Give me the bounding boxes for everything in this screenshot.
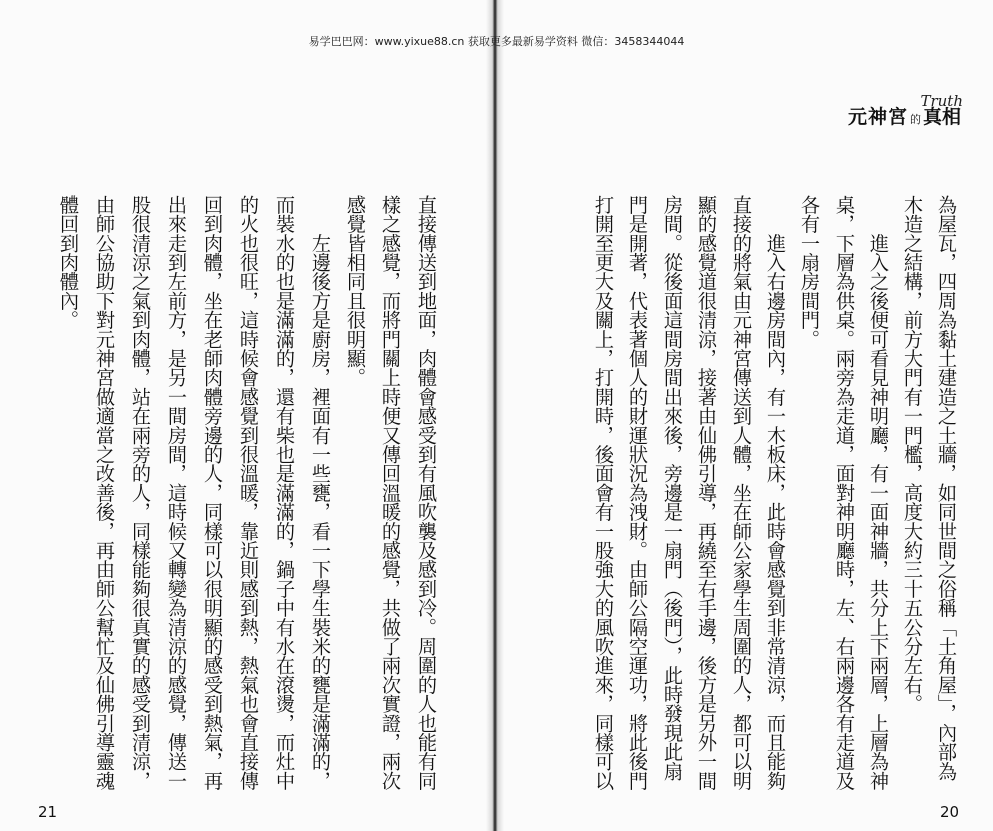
text-column: 出來走到左前方，是另一間房間，這時候又轉變為清涼的感覺，傳送一 xyxy=(165,195,188,791)
text-column: 由師公協助下對元神宮做適當之改善後，再由師公幫忙及仙佛引導靈魂 xyxy=(93,195,116,791)
text-column: 桌，下層為供桌。兩旁為走道，面對神明廳時，左、右兩邊各有走道及 xyxy=(833,195,856,791)
text-column: 進入之後便可看見神明廳，有一面神牆，共分上下兩層，上層為神 xyxy=(867,195,890,791)
running-header xyxy=(848,102,961,129)
header-english-title: Truth xyxy=(920,92,963,110)
text-column: 而裝水的也是滿滿的，還有柴也是滿滿的，鍋子中有水在滾燙，而灶中 xyxy=(273,195,296,791)
watermark-text: 易学巴巴网：www.yixue88.cn 获取更多最新易学资料 微信：3458344044 xyxy=(308,35,685,48)
text-column: 左邊後方是廚房，裡面有一些甕，看一下學生裝米的甕是滿滿的， xyxy=(309,195,332,791)
text-column: 為屋瓦，四周為黏土建造之土牆，如同世間之俗稱「土角屋」，內部為 xyxy=(935,195,958,781)
text-column: 門是開著，代表著個人的財運狀況為洩財。由師公隔空運功，將此後門 xyxy=(626,195,649,791)
text-column: 樣之感覺，而將門關上時便又傳回溫暖的感覺，共做了兩次實證，兩次 xyxy=(379,195,402,791)
text-column: 直接傳送到地面，肉體會感受到有風吹襲及感到冷。周圍的人也能有同 xyxy=(415,195,438,791)
text-column: 木造之結構，前方大門有一門檻，高度大約三十五公分左右。 xyxy=(901,195,924,714)
text-column: 各有一扇房間門。 xyxy=(798,195,821,349)
text-column: 的火也很旺，這時候會感覺到很溫暖，靠近則感到熱，熱氣也會直接傳 xyxy=(237,195,260,791)
text-column: 進入右邊房間內，有一木板床，此時會感覺到非常清涼，而且能夠 xyxy=(764,195,787,791)
header-title-small: 的 xyxy=(909,113,921,126)
page-number-right: 20 xyxy=(940,803,960,821)
header-title-main: 元神宮 xyxy=(847,106,908,128)
page-number-left: 21 xyxy=(38,803,58,821)
text-column: 回到肉體，坐在老師肉體旁邊的人，同樣可以很明顯的感受到熱氣，再 xyxy=(201,195,224,791)
text-column: 房間。從後面這間房間出來後，旁邊是一扇門（後門），此時發現此扇 xyxy=(661,195,684,781)
text-column: 感覺皆相同且很明顯。 xyxy=(344,195,367,387)
header-title-tail: 真相 xyxy=(922,106,961,128)
text-column: 體回到肉體內。 xyxy=(57,195,80,330)
text-column: 股很清涼之氣到肉體，站在兩旁的人，同樣能夠很真實的感受到清涼， xyxy=(129,195,152,791)
text-column: 打開至更大及關上，打開時，後面會有一股強大的風吹進來，同樣可以 xyxy=(592,195,615,791)
book-gutter xyxy=(486,0,504,831)
text-column: 顯的感覺道很清涼，接著由仙佛引導，再繞至右手邊，後方是另外一間 xyxy=(695,195,718,791)
text-column: 直接的將氣由元神宮傳送到人體，坐在師公家學生周圍的人，都可以明 xyxy=(730,195,753,791)
